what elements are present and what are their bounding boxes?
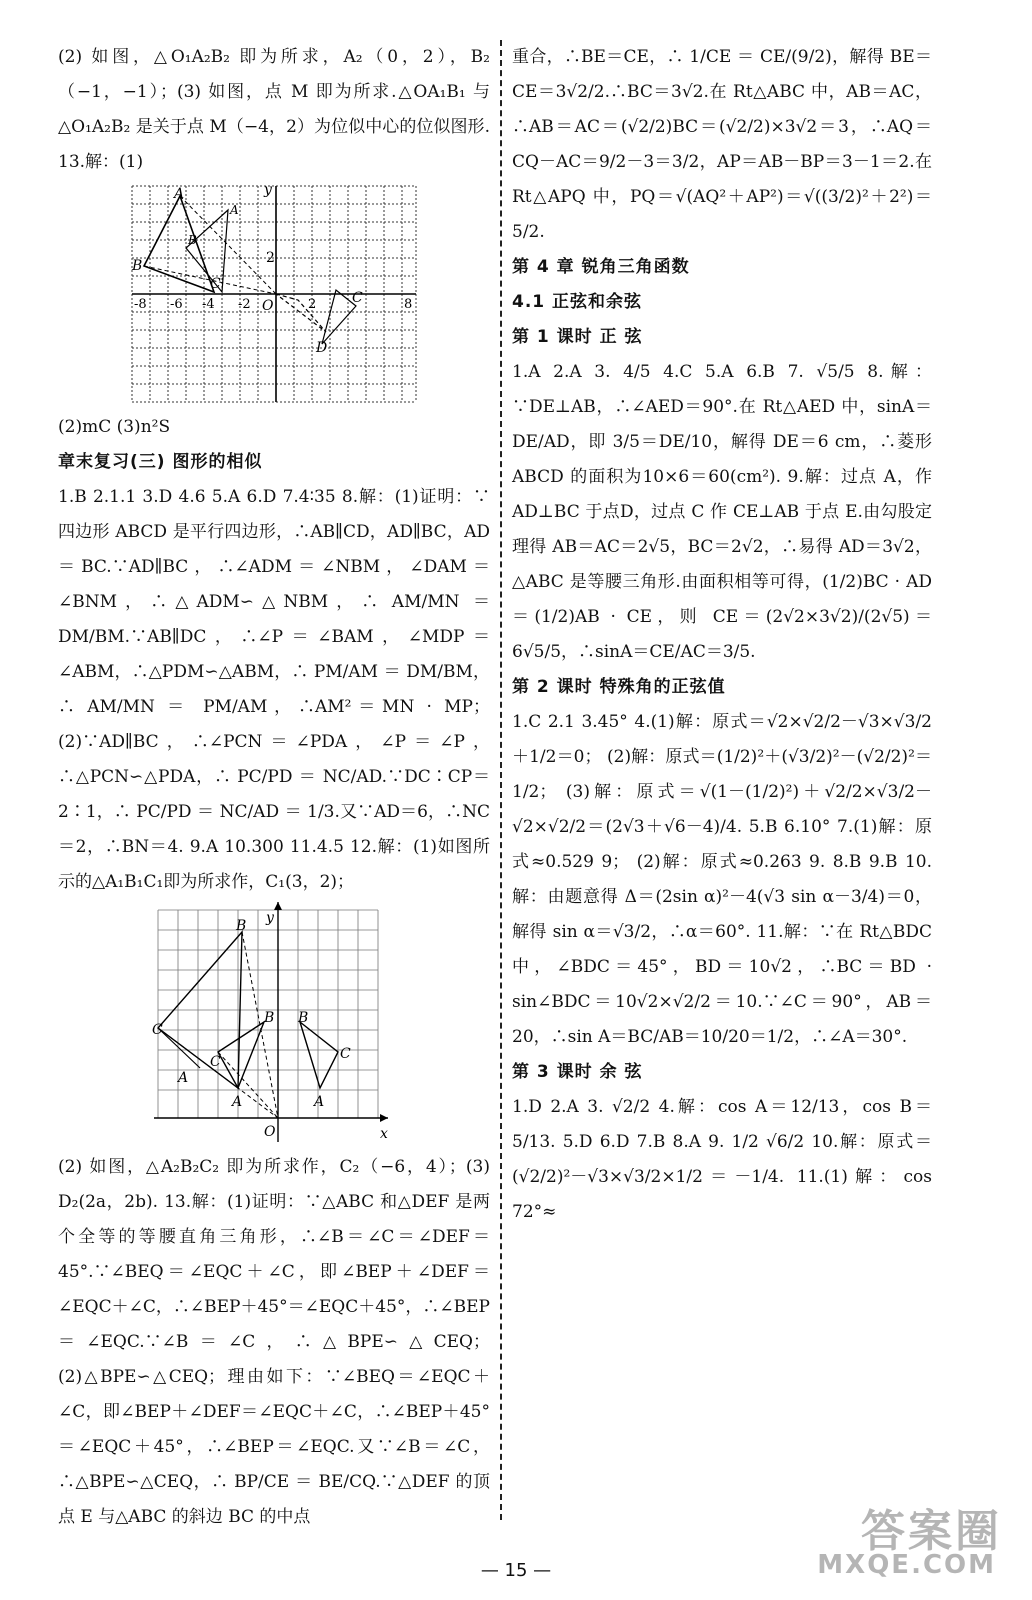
paragraph: 1.A 2.A 3. 4/5 4.C 5.A 6.B 7. √5/5 8.解：∵DE⊥AB，∴∠AED＝90°.在 Rt△AED 中，sinA＝DE/AD，即 3/5＝DE/10，解得 DE＝6 cm，∴菱形ABCD 的面积为10×6＝60(cm²). 9.解：过点 A，作 AD⊥BC 于点D，过点 C 作 CE⊥AB 于点 E.由勾股定理得 AB＝AC＝2√5，BC＝2√2，∴易得 AD＝3√2，△ABC 是等腰三角形.由面积相等可得，(1/2)BC · AD＝(1/2)AB · CE，则 CE＝(2√2×3√2)/(2√5)＝6√5/5，∴sinA＝CE/AC＝3/5. bbox=[512, 362, 932, 662]
tick-label: 8 bbox=[404, 297, 413, 312]
watermark-logo: 答案圈 bbox=[861, 1506, 1002, 1557]
point-label: C bbox=[152, 1022, 163, 1038]
column-divider bbox=[500, 40, 502, 1520]
origin-label: O bbox=[264, 1124, 276, 1140]
tick-label: 2 bbox=[266, 250, 275, 266]
point-label: D bbox=[316, 340, 328, 356]
point-label: C bbox=[210, 1054, 221, 1070]
axis-label: y bbox=[266, 910, 274, 926]
lesson-heading: 第 1 课时 正 弦 bbox=[512, 327, 643, 347]
coordinate-figure-1 bbox=[126, 182, 422, 408]
point-label: B bbox=[188, 233, 197, 247]
page-number: — 15 — bbox=[480, 1560, 552, 1581]
right-column bbox=[512, 40, 932, 1230]
point-label: B bbox=[132, 258, 143, 274]
origin-label: O bbox=[262, 298, 274, 314]
point-label: B bbox=[264, 1010, 275, 1026]
lesson-heading: 第 3 课时 余 弦 bbox=[512, 1062, 643, 1082]
point-label: A bbox=[178, 1070, 189, 1086]
tick-label: -2 bbox=[238, 297, 251, 312]
point-label: A bbox=[314, 1094, 325, 1110]
left-column bbox=[58, 40, 490, 1535]
point-label: A bbox=[174, 186, 185, 202]
tick-label: -4 bbox=[202, 297, 215, 312]
paragraph: (2) 如图，△A₂B₂C₂ 即为所求作，C₂（−6，4）；(3) D₂(2a，2b). 13.解：(1)证明：∵△ABC 和△DEF 是两个全等的等腰直角三角形，∴∠B＝∠C＝∠DEF＝45°.∵∠BEQ＝∠EQC＋∠C，即∠BEP＋∠DEF＝∠EQC＋∠C，∴∠BEP＋45°＝∠EQC＋45°，∴∠BEP＝∠EQC.∵∠B＝∠C，∴△BPE∽△CEQ；(2)△BPE∽△CEQ；理由如下：∵∠BEQ＝∠EQC＋∠C，即∠BEP＋∠DEF＝∠EQC＋∠C，∴∠BEP＋45°＝∠EQC＋45°，∴∠BEP＝∠EQC.又∵∠B＝∠C，∴△BPE∽△CEQ，∴ BP/CE ＝ BE/CQ.∵△DEF 的顶点 E 与△ABC 的斜边 BC 的中点 bbox=[58, 1157, 490, 1527]
axis-label: y bbox=[264, 182, 272, 198]
point-label: B bbox=[298, 1010, 309, 1026]
paragraph: 1.C 2.1 3.45° 4.(1)解：原式＝√2×√2/2－√3×√3/2＋1/2＝0； (2)解：原式＝(1/2)²＋(√3/2)²－(√2/2)²＝1/2； (3)解：原式＝√(1－(1/2)²)＋√2/2×√3/2－√2×√2/2＝(2√3＋√6－4)/4. 5.B 6.10° 7.(1)解：原式≈0.529 9； (2)解：原式≈0.263 9. 8.B 9.B 10.解：由题意得 Δ＝(2sin α)²－4(√3 sin α－3/4)＝0，解得 sin α＝√3/2，∴α＝60°. 11.解：∵在 Rt△BDC 中，∠BDC＝45°，BD＝10√2，∴BC＝BD · sin∠BDC＝10√2×√2/2＝10.∵∠C＝90°，AB＝20，∴sin A＝BC/AB＝10/20＝1/2，∴∠A＝30°. bbox=[512, 712, 932, 1047]
tick-label: -6 bbox=[170, 297, 183, 312]
section-heading: 4.1 正弦和余弦 bbox=[512, 292, 643, 312]
lesson-heading: 第 2 课时 特殊角的正弦值 bbox=[512, 677, 726, 697]
paragraph: 1.B 2.1.1 3.D 4.6 5.A 6.D 7.4∶35 8.解：(1)证明：∵四边形 ABCD 是平行四边形，∴AB∥CD，AD∥BC，AD＝BC.∵AD∥BC，∴∠ADM＝∠NBM，∠DAM＝∠BNM，∴△ADM∽△NBM，∴ AM/MN ＝ DM/BM.∵AB∥DC，∴∠P＝∠BAM，∠MDP＝∠ABM，∴△PDM∽△ABM，∴ PM/AM ＝ DM/BM，∴ AM/MN ＝ PM/AM，∴AM²＝MN · MP；(2)∵AD∥BC，∴∠PCN＝∠PDA，∠P＝∠P，∴△PCN∽△PDA，∴ PC/PD ＝ NC/AD.∵DC∶CP＝2∶1，∴ PC/PD ＝ NC/AD ＝ 1/3.又∵AD＝6，∴NC＝2，∴BN＝4. 9.A 10.300 11.4.5 12.解：(1)如图所示的△A₁B₁C₁即为所求作，C₁(3，2)； bbox=[58, 487, 490, 892]
paragraph: (2) 如图，△O₁A₂B₂ 即为所求，A₂（0，2），B₂（−1，−1）；(3) 如图，点 M 即为所求.△OA₁B₁ 与 △O₁A₂B₂ 是关于点 M（−4，2）为位似中心的位似图形. 13.解：(1) bbox=[58, 47, 490, 172]
watermark-url: MXQE.COM bbox=[817, 1550, 996, 1580]
tick-label: 2 bbox=[308, 297, 317, 312]
point-label: A bbox=[232, 1094, 243, 1110]
point-label: C bbox=[340, 1046, 351, 1062]
paragraph: (2)mC (3)n²S bbox=[58, 417, 171, 437]
point-label: B bbox=[236, 918, 247, 934]
chapter-heading: 第 4 章 锐角三角函数 bbox=[512, 257, 690, 277]
coordinate-figure-2 bbox=[154, 902, 394, 1148]
paragraph: 1.D 2.A 3. √2/2 4.解：cos A＝12/13，cos B＝5/13. 5.D 6.D 7.B 8.A 9. 1/2 √6/2 10.解：原式＝(√2/2)²－√3×√3/2×1/2＝－1/4. 11.(1)解：cos 72°≈ bbox=[512, 1097, 932, 1222]
point-label: A bbox=[230, 203, 239, 217]
axis-label: x bbox=[380, 1126, 388, 1142]
section-heading: 章末复习(三) 图形的相似 bbox=[58, 452, 263, 472]
point-label: C bbox=[210, 276, 221, 292]
paragraph: 重合，∴BE＝CE，∴ 1/CE ＝ CE/(9/2)，解得 BE＝CE＝3√2/2.∴BC＝3√2.在 Rt△ABC 中，AB＝AC，∴AB＝AC＝(√2/2)BC＝(√2/2)×3√2＝3，∴AQ＝CQ－AC＝9/2－3＝3/2，AP＝AB－BP＝3－1＝2.在 Rt△APQ 中，PQ＝√(AQ²＋AP²)＝√((3/2)²＋2²)＝5/2. bbox=[512, 47, 932, 242]
point-label: C bbox=[352, 290, 363, 306]
tick-label: -8 bbox=[134, 297, 147, 312]
